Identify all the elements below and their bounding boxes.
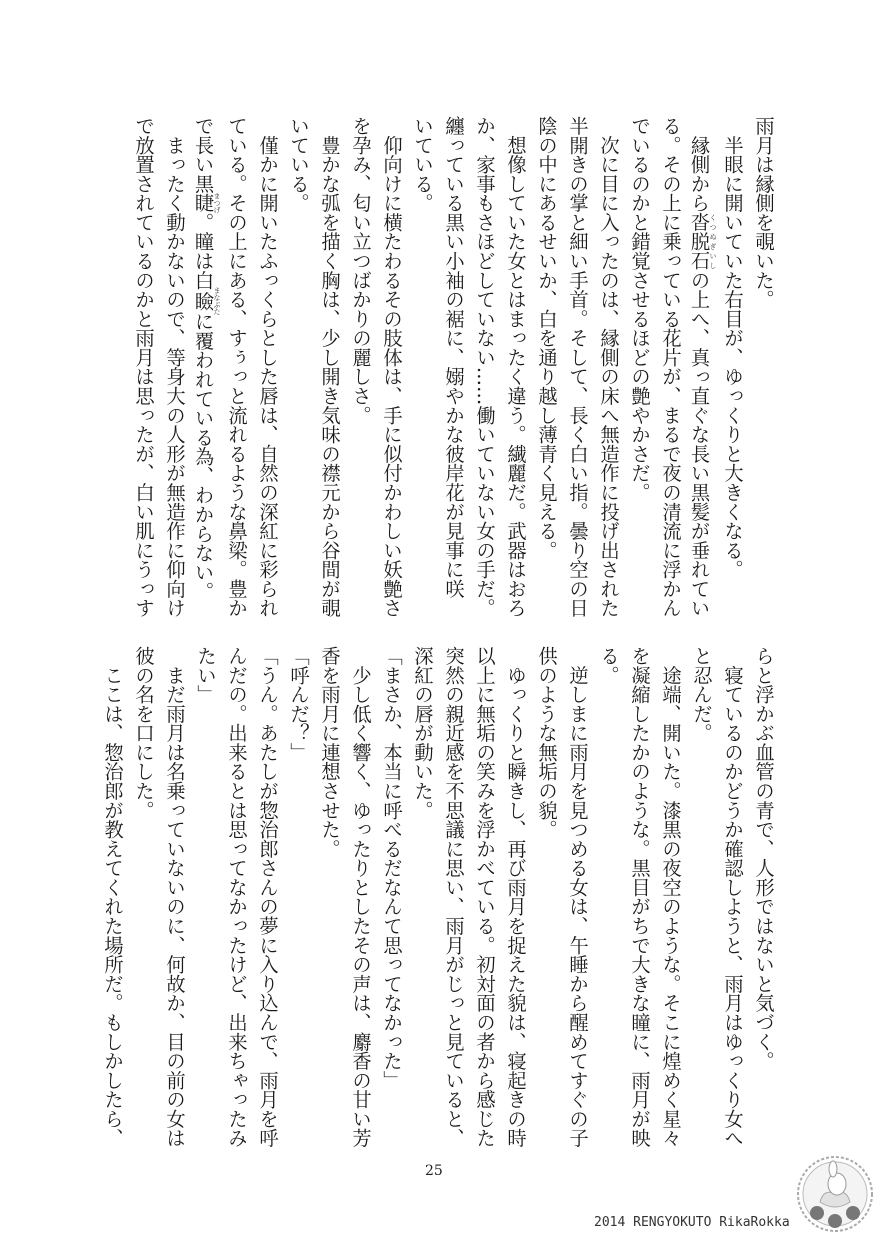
text-column: いている。 [411, 116, 434, 213]
text-column: 「呼んだ？」 [287, 646, 310, 762]
text-block-bottom [97, 646, 779, 1146]
text-column: まったく動かないので、等身大の人形が無造作に仰向け [163, 116, 186, 618]
text-column: らと浮かぶ血管の青で、人形ではないと気づく。 [752, 646, 775, 1071]
text-column: 次に目に入ったのは、縁側の床へ無造作に投げ出された [597, 116, 620, 618]
text-column: を凝縮したかのような。黒目がちで大きな瞳に、雨月が映 [628, 646, 651, 1148]
text-column: 陰の中にあるせいか、白を通り越し薄青く見える。 [535, 116, 558, 560]
text-column: 僅かに開いたふっくらとした唇は、自然の深紅に彩られ [256, 116, 279, 618]
rabbit-lotus-seal-icon [796, 1150, 874, 1240]
text-column: ここは、惣治郎が教えてくれた場所だ。もしかしたら、 [101, 646, 124, 1148]
ruby-reading: まなぶた [213, 286, 221, 315]
text-column: でいるのかと錯覚させるほどの艶やかさだ。 [628, 116, 651, 502]
text-column: 香を雨月に連想させた。 [318, 646, 341, 859]
text-block-top [128, 116, 779, 616]
text-column: んだの。出来るとは思ってなかったけど、出来ちゃったみ [225, 646, 248, 1148]
text-column: 豊かな弧を描く胸は、少し開き気味の襟元から谷間が覗 [318, 116, 341, 618]
text-column: 纏っている黒い小袖の裾に、嫋やかな彼岸花が見事に咲 [442, 116, 465, 599]
text-column: 寝ているのかどうか確認しようと、雨月はゆっくり女へ [721, 646, 744, 1148]
text-column [686, 116, 717, 616]
text-column: 少し低く響く、ゆったりとしたその声は、麝香の甘い芳 [349, 646, 372, 1148]
text-column: る。 [597, 646, 620, 685]
ruby-base: 瞼 [191, 286, 215, 315]
text-segment: 縁側から [687, 116, 711, 213]
text-segment: 。瞳は白 [191, 212, 215, 290]
text-column: まだ雨月は名乗っていないのに、何故か、目の前の女は [163, 646, 186, 1148]
text-column: 雨月は縁側を覗いた。 [752, 116, 775, 309]
text-segment: の上へ、真っ直ぐな長い黒髪が垂れてい [687, 270, 711, 618]
text-column: いている。 [287, 116, 310, 213]
text-segment: で長い黒 [191, 116, 215, 194]
ruby-base: 沓脱石 [687, 212, 711, 271]
ruby-word [191, 192, 221, 214]
text-column: たい」 [194, 646, 217, 704]
text-column: 深紅の唇が動いた。 [411, 646, 434, 820]
text-column: 仰向けに横たわるその肢体は、手に似付かわしい妖艶さ [380, 116, 403, 618]
text-column: ている。その上にある、すぅっと流れるような鼻梁。豊か [225, 116, 248, 618]
text-column: ゆっくりと瞬きし、再び雨月を捉えた貌は、寝起きの時 [504, 646, 527, 1148]
text-column: 彼の名を口にした。 [132, 646, 155, 820]
text-segment: に覆われている為、わからない。 [191, 311, 215, 601]
text-column: を孕み、匂い立つばかりの麗しさ。 [349, 116, 372, 425]
text-column: か、家事もさほどしていない……働いていない女の手だ。 [473, 116, 496, 618]
text-column: 以上に無垢の笑みを浮かべている。初対面の者から感じた [473, 646, 496, 1148]
footer-credit: 2014 RENGYOKUTO RikaRokka [594, 1215, 790, 1230]
ruby-word [191, 286, 221, 315]
text-column [190, 116, 221, 616]
text-column: 「まさか、本当に呼べるだなんて思ってなかった」 [380, 646, 403, 1090]
text-column: 半眼に開いていた右目が、ゆっくりと大きくなる。 [721, 116, 744, 579]
text-column: 想像していた女とはまったく違う。繊麗だ。武器はおろ [504, 116, 527, 618]
page-number: 25 [425, 1163, 443, 1179]
text-column: 途端、開いた。漆黒の夜空のような。そこに煌めく星々 [659, 646, 682, 1148]
text-column: 供のような無垢の貌。 [535, 646, 558, 839]
text-column: 逆しまに雨月を見つめる女は、午睡から醒めてすぐの子 [566, 646, 589, 1148]
text-column: で放置されているのかと雨月は思ったが、白い肌にうっす [132, 116, 155, 618]
ruby-base: 睫 [191, 192, 215, 214]
text-column: る。その上に乗っている花片が、まるで夜の清流に浮かん [659, 116, 682, 618]
text-column: 半開きの掌と細い手首。そして、長く白い指。曇り空の日 [566, 116, 589, 618]
ruby-reading: まつげ [213, 192, 221, 214]
text-column: 「うん。あたしが惣治郎さんの夢に入り込んで、雨月を呼 [256, 646, 279, 1148]
ruby-word [687, 212, 717, 271]
text-column: 突然の親近感を不思議に思い、雨月がじっと見ていると、 [442, 646, 465, 1148]
ruby-reading: くつぬぎいし [709, 212, 717, 271]
text-column: と忍んだ。 [690, 646, 713, 743]
